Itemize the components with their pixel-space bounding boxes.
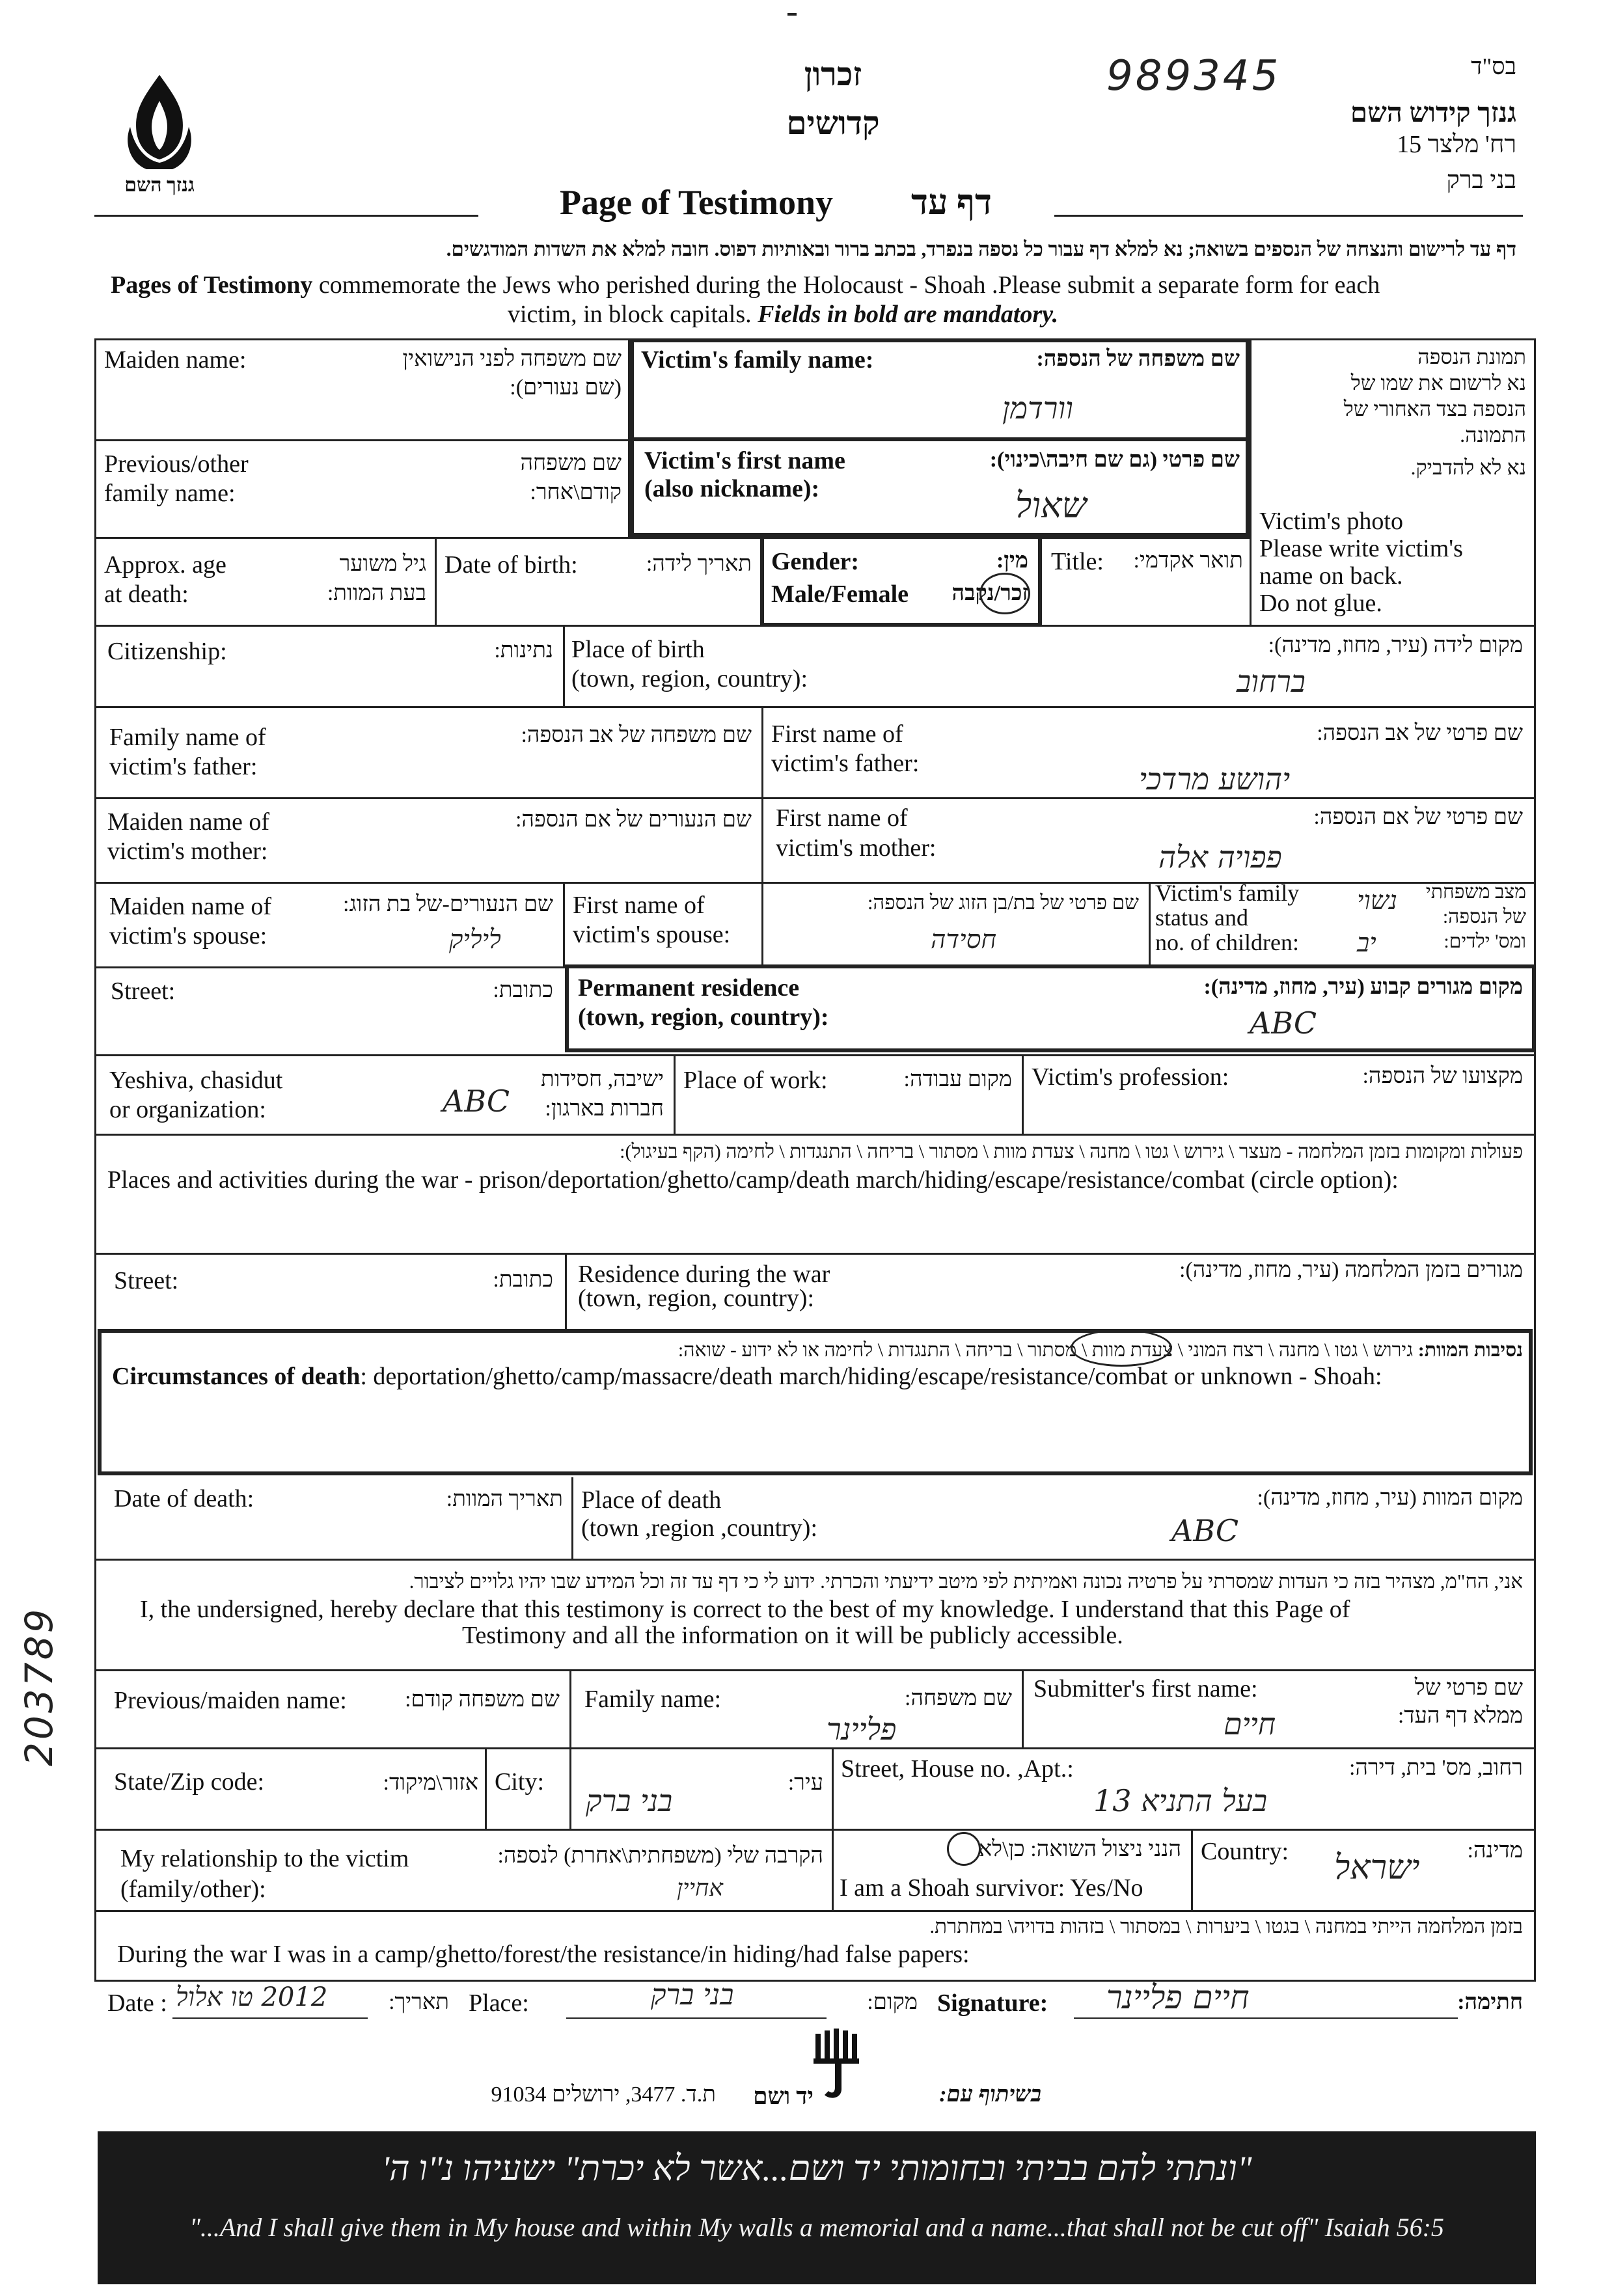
- quote-banner: [98, 2131, 1536, 2284]
- place-label: Place:: [469, 1989, 529, 2017]
- victim-family-he: שם משפחה של הנספה:: [1036, 347, 1240, 371]
- logo-text: גנזך השם: [124, 174, 195, 196]
- row-line-16: [94, 1747, 1536, 1749]
- col-spouse-b: [1149, 882, 1151, 966]
- sub-first-he-2: ממלא דף העד:: [1397, 1704, 1523, 1728]
- bsd-mark: בס"ד: [1471, 53, 1516, 79]
- dod-he: תאריך המוות:: [446, 1487, 563, 1511]
- declaration-en-1: I, the undersigned, hereby declare that this testimony is correct to the best of my knowledge. I understand that this Page of: [140, 1596, 1350, 1623]
- pod-value[interactable]: ABC: [1171, 1513, 1239, 1548]
- sub-first-he-1: שם פרטי של: [1414, 1676, 1523, 1700]
- row-line-6: [94, 797, 1536, 799]
- photo-divider: [1250, 338, 1252, 625]
- intro-line1: commemorate the Jews who perished during the Holocaust - Shoah .Please submit a separate form for each: [312, 271, 1380, 299]
- age-he-1: גיל משוער: [339, 552, 426, 576]
- col-rel-a: [832, 1829, 834, 1910]
- photo-en-3: name on back.: [1259, 562, 1403, 590]
- sub-city-value[interactable]: בני ברק: [586, 1783, 673, 1818]
- work-he: מקום עבודה:: [903, 1067, 1012, 1091]
- mother-first-label-1: First name of: [776, 804, 908, 832]
- yadvashem-he: יד ושם: [753, 2083, 814, 2109]
- spouse-maiden-value[interactable]: ליליק: [449, 925, 501, 955]
- photo-he-3: הנספה בצד האחורי של: [1343, 397, 1526, 420]
- col-addr-b: [832, 1747, 834, 1829]
- father-family-he: שם משפחה של אב הנספה:: [521, 723, 752, 747]
- dob-label: Date of birth:: [445, 551, 578, 579]
- victim-first-label-1: Victim's first name: [644, 447, 845, 474]
- dod-label: Date of death:: [114, 1485, 254, 1512]
- sub-city-label: City:: [495, 1768, 545, 1796]
- signature-label: Signature:: [937, 1989, 1048, 2017]
- victim-family-value[interactable]: וורדמן: [1002, 390, 1073, 426]
- col-gender-r: [1038, 537, 1042, 625]
- col-age: [435, 537, 437, 625]
- pod-he: מקום המוות (עיר, מחוז, מדינה):: [1257, 1486, 1523, 1510]
- father-family-label-1: Family name of: [109, 724, 266, 751]
- row-line-15: [94, 1669, 1536, 1671]
- spouse-maiden-he: שם הנעורים-של בת הזוג:: [343, 892, 553, 916]
- prev-family-he-1: שם משפחה: [520, 451, 622, 475]
- declaration-he: אני, הח"מ, מצהיר בזה כי העדות שמסרתי על פרטיה נכונה ואמיתית לפי מיטב ידיעתי והכרתי. ידוע לי כי דף עד זה וכל המידע שבו יהיו גלויים לציבור.: [409, 1570, 1523, 1592]
- page-title-he: דף עד: [911, 183, 992, 222]
- spouse-first-label-1: First name of: [573, 892, 705, 919]
- handwritten-number: 989345: [1106, 52, 1281, 100]
- col-cit: [563, 625, 565, 706]
- pob-value[interactable]: ברחוב: [1237, 664, 1306, 699]
- signature-he: חתימה:: [1457, 1990, 1523, 2014]
- citizenship-he: נתינות:: [494, 638, 553, 663]
- yeshiva-label-1: Yeshiva, chasidut: [109, 1067, 283, 1094]
- death-circ-he-bold: נסיבות המוות:: [1417, 1339, 1523, 1361]
- photo-he-4: התמונה.: [1460, 423, 1526, 446]
- family-status-label-2: status and: [1155, 905, 1248, 931]
- sub-family-label: Family name:: [584, 1686, 722, 1713]
- war-res-he: מגורים בזמן המלחמה (עיר, מחוז, מדינה):: [1179, 1258, 1523, 1282]
- family-status-he-1: מצב משפחתי: [1425, 881, 1526, 903]
- banner-he: "ונתתי להם בביתי ובחומותי יד ושם...אשר לא יכרת" ישעיהו נ"ו ה': [381, 2149, 1252, 2188]
- sub-first-label: Submitter's first name:: [1033, 1675, 1258, 1702]
- row-line-17: [94, 1829, 1536, 1831]
- col-spouse-a: [563, 882, 565, 966]
- perm-res-he: מקום מגורים קבוע (עיר, מחוז, מדינה):: [1203, 975, 1523, 999]
- mother-maiden-label-2: victim's mother:: [107, 838, 268, 865]
- maiden-name-he: שם משפחה לפני הנישואין (שם נעורים):: [402, 347, 622, 400]
- sub-prev-maiden-he: שם משפחה קודם:: [405, 1688, 560, 1712]
- row-line-9: [94, 1054, 1536, 1056]
- row-line-7: [94, 882, 1536, 884]
- prev-family-label-1: Previous/other: [104, 450, 249, 478]
- war-places-en: Places and activities during the war - prison/deportation/ghetto/camp/death march/hiding/escape/resistance/combat (circle option):: [107, 1166, 1399, 1194]
- perm-res-label-2: (town, region, country):: [578, 1004, 829, 1031]
- age-label-2: at death:: [104, 581, 189, 608]
- signature-value[interactable]: חיים פליינר: [1106, 1978, 1250, 2016]
- declaration-en-2: Testimony and all the information on it will be publicly accessible.: [462, 1622, 1123, 1649]
- death-circ-he: [111, 1337, 1523, 1363]
- pob-label-2: (town, region, country):: [571, 665, 808, 692]
- family-status-he-2: של הנספה:: [1442, 906, 1526, 927]
- family-status-label-3: no. of children:: [1155, 929, 1299, 955]
- row-line-11: [94, 1253, 1536, 1255]
- date-he: תאריך:: [389, 1990, 449, 2014]
- row-line-4: [94, 625, 1536, 627]
- spouse-maiden-label-1: Maiden name of: [109, 893, 272, 920]
- mother-maiden-label-1: Maiden name of: [107, 808, 270, 836]
- col-war-res: [565, 1253, 567, 1331]
- margin-note: 203789: [17, 1606, 61, 1766]
- intro-english-2: [508, 299, 1058, 329]
- row-line-5: [94, 706, 1536, 708]
- death-circ-en-bold: Circumstances of death: [112, 1363, 361, 1390]
- relationship-value[interactable]: אחיין: [677, 1875, 723, 1902]
- street-label: Street:: [111, 977, 176, 1005]
- yeshiva-value[interactable]: ABC: [443, 1084, 510, 1119]
- relationship-label-2: (family/other):: [120, 1876, 266, 1903]
- victim-name-split: [630, 437, 1250, 441]
- pob-he: מקום לידה (עיר, מחוז, מדינה):: [1268, 633, 1523, 657]
- col-death: [571, 1477, 573, 1559]
- spouse-maiden-label-2: victim's spouse:: [109, 922, 267, 950]
- father-family-label-2: victim's father:: [109, 753, 258, 780]
- photo-box: [1259, 338, 1526, 625]
- victim-first-he: שם פרטי (גם שם חיבה\כינוי):: [989, 448, 1240, 472]
- signature-underline: [1074, 2017, 1458, 2019]
- gender-options: Male/Female: [771, 581, 909, 608]
- dob-he: תאריך לידה:: [646, 552, 752, 576]
- col-yeshiva: [674, 1054, 676, 1134]
- pob-label-1: Place of birth: [571, 636, 705, 663]
- profession-label: Victim's profession:: [1032, 1063, 1229, 1091]
- date-underline: [172, 2017, 368, 2019]
- family-status-he-3: ומס' ילדים:: [1443, 931, 1526, 952]
- yeshiva-label-2: or organization:: [109, 1096, 266, 1123]
- relationship-he: הקרבה שלי (משפחתית\אחרת) לנספה:: [497, 1844, 823, 1868]
- victim-first-value[interactable]: שאול: [1015, 485, 1087, 526]
- profession-he: מקצועו של הנספה:: [1362, 1064, 1523, 1088]
- mother-maiden-he: שם הנעורים של אם הנספה:: [515, 808, 752, 832]
- date-label: Date :: [107, 1989, 167, 2017]
- country-label: Country:: [1201, 1838, 1289, 1865]
- org-name: גנזך קידוש השם: [1350, 98, 1516, 128]
- address-he: ת.ד. 3477, ירושלים 91034: [491, 2083, 716, 2107]
- row-line-14: [94, 1559, 1536, 1561]
- photo-en-2: Please write victim's: [1259, 535, 1463, 562]
- victim-family-label: Victim's family name:: [641, 346, 874, 374]
- place-value[interactable]: בני ברק: [651, 1978, 734, 2012]
- intro-english-1: [111, 270, 1510, 300]
- title-he: תואר אקדמי:: [1133, 549, 1243, 573]
- father-first-label-1: First name of: [771, 720, 903, 748]
- title-memorial: זכרון: [804, 56, 862, 92]
- intro-mandatory: Fields in bold are mandatory.: [758, 301, 1059, 328]
- date-value[interactable]: 2012 טו אלול: [176, 1982, 328, 2012]
- gender-male-circle: [979, 573, 1030, 614]
- country-value[interactable]: ישראל: [1334, 1848, 1420, 1887]
- intro-hebrew: דף עד לרישום והנצחה של הנספים בשואה; נא למלא דף עבור כל נספה בנפרד, בכתב ברור ובאותיות דפוס. חובה למלא את השדות המודגשים.: [446, 238, 1516, 260]
- mother-first-he: שם פרטי של אם הנספה:: [1313, 805, 1523, 829]
- prev-family-label-2: family name:: [104, 480, 236, 507]
- yeshiva-he-2: חברות בארגון:: [545, 1097, 664, 1121]
- photo-he-1: תמונת הנספה: [1417, 345, 1526, 368]
- partner-he: בשיתוף עם:: [939, 2083, 1041, 2107]
- perm-res-label-1: Permanent residence: [578, 974, 800, 1002]
- gender-label: Gender:: [771, 548, 860, 575]
- death-circ-en-text: : deportation/ghetto/camp/massacre/death march/hiding/escape/resistance/combat or unknown - Shoah:: [360, 1363, 1382, 1390]
- spouse-first-label-2: victim's spouse:: [573, 921, 731, 948]
- col-sub-b: [1022, 1669, 1024, 1747]
- row-line-18: [94, 1910, 1536, 1912]
- sub-street-label: Street, House no. ,Apt.:: [841, 1755, 1074, 1783]
- sub-family-he: שם משפחה:: [905, 1686, 1012, 1710]
- sub-prev-maiden-label: Previous/maiden name:: [114, 1687, 347, 1714]
- header-rule-right: [1054, 215, 1523, 217]
- survivor-en: I am a Shoah survivor: Yes/No: [840, 1874, 1143, 1902]
- sub-city-he: עיר:: [787, 1771, 823, 1795]
- pod-label-1: Place of death: [581, 1486, 722, 1514]
- org-city: בני ברק: [1446, 167, 1516, 194]
- col-work: [1022, 1054, 1024, 1134]
- yeshiva-he-1: ישיבה, חסידות: [540, 1067, 664, 1091]
- row-line-10: [94, 1134, 1536, 1136]
- family-status-label-1: Victim's family: [1155, 880, 1300, 906]
- header-rule-left: [94, 215, 478, 217]
- death-circ-he-text: גירוש \ גטו \ מחנה \ רצח המוני \ צעדת מוות \ מסתור \ בריחה \ התנגדות \ לחימה או לא ידוע - שואה:: [677, 1339, 1414, 1361]
- victim-first-label-2: (also nickname):: [644, 475, 820, 502]
- pod-label-2: (town ,region ,country):: [581, 1514, 818, 1542]
- photo-he-5: נא לא להדביק.: [1410, 456, 1526, 479]
- relationship-label-1: My relationship to the victim: [120, 1845, 409, 1872]
- photo-en-1: Victim's photo: [1259, 508, 1403, 535]
- gender-opts-he: זכר/נקבה: [951, 581, 1028, 605]
- top-mark: [787, 13, 797, 16]
- place-underline: [566, 2017, 827, 2019]
- sub-first-value[interactable]: חיים: [1224, 1706, 1276, 1742]
- photo-he-2: נא לרשום את שמו של: [1350, 371, 1526, 394]
- war-places-he: פעולות ומקומות בזמן המלחמה - מעצר \ גירוש \ גטו \ מחנה \ צעדת מוות \ מסתור \ בריחה \ התנגדות \ לחימה (הקף בעיגול):: [620, 1141, 1523, 1162]
- war-res-label-2: (town, region, country):: [578, 1285, 815, 1312]
- family-status-value[interactable]: נשוי: [1357, 886, 1398, 916]
- father-first-he: שם פרטי של אב הנספה:: [1317, 721, 1523, 745]
- page-title-en: Page of Testimony: [560, 183, 834, 222]
- prev-family-he-2: קודם\אחר:: [530, 480, 622, 504]
- col-gender: [760, 537, 764, 625]
- yadvashem-logo: [810, 2027, 869, 2105]
- gender-he: מין:: [996, 549, 1028, 573]
- father-first-label-2: victim's father:: [771, 750, 920, 777]
- war-street-label: Street:: [114, 1267, 179, 1294]
- intro-line2: victim, in block capitals.: [508, 301, 758, 328]
- during-war-en: During the war I was in a camp/ghetto/forest/the resistance/in hiding/had false papers:: [117, 1941, 970, 1968]
- banner-en: "...And I shall give them in My house and within My walls a memorial and a name...that shall not be cut off" Isaiah 56:5: [189, 2213, 1444, 2242]
- perm-res-value[interactable]: ABC: [1250, 1005, 1317, 1041]
- mother-first-label-2: victim's mother:: [776, 834, 937, 862]
- title-martyrs: קדושים: [786, 105, 880, 141]
- sub-state-he: אזור\מיקוד:: [383, 1771, 478, 1795]
- photo-en-4: Do not glue.: [1259, 590, 1382, 617]
- country-he: מדינה:: [1467, 1838, 1523, 1863]
- during-war-he: בזמן המלחמה הייתי במחנה \ בגטו \ ביערות \ במסתור \ בזהות בדויה\ במחתרת.: [929, 1915, 1523, 1937]
- sub-family-value[interactable]: פליינר: [827, 1712, 897, 1747]
- death-circ-en: [112, 1361, 1524, 1391]
- mother-first-value[interactable]: פפויה אלה: [1158, 840, 1282, 875]
- survivor-he: הנני ניצול השואה: כן\לא: [978, 1837, 1181, 1861]
- war-street-he: כתובת:: [493, 1268, 553, 1292]
- sub-street-value[interactable]: בעל התניא 13: [1093, 1783, 1268, 1818]
- row-line-3: [94, 537, 1250, 539]
- place-he: מקום:: [867, 1990, 918, 2014]
- father-first-value[interactable]: יהושע מרדכי: [1139, 761, 1291, 797]
- col-father: [761, 706, 763, 966]
- citizenship-label: Citizenship:: [107, 638, 227, 665]
- age-he-2: בעת המוות:: [327, 581, 426, 605]
- work-label: Place of work:: [683, 1067, 828, 1094]
- survivor-yes-circle: [947, 1832, 981, 1866]
- spouse-first-he: שם פרטי של בת/בן הזוג של הנספה:: [867, 891, 1139, 914]
- maiden-name-label: Maiden name:: [104, 346, 247, 374]
- title-label: Title:: [1051, 548, 1104, 575]
- spouse-first-value[interactable]: חסידה: [931, 925, 996, 955]
- war-res-label-1: Residence during the war: [578, 1261, 830, 1288]
- col-rel-b: [1191, 1829, 1193, 1910]
- children-value[interactable]: יב: [1357, 928, 1376, 958]
- age-label-1: Approx. age: [104, 551, 226, 579]
- street-he: כתובת:: [493, 978, 553, 1002]
- sub-state-label: State/Zip code:: [114, 1768, 265, 1796]
- org-street: רח' מלצר 15: [1397, 131, 1516, 158]
- col-addr-a: [485, 1747, 487, 1829]
- sub-street-he: רחוב, מס' בית, דירה:: [1348, 1756, 1523, 1780]
- intro-bold: Pages of Testimony: [111, 271, 313, 299]
